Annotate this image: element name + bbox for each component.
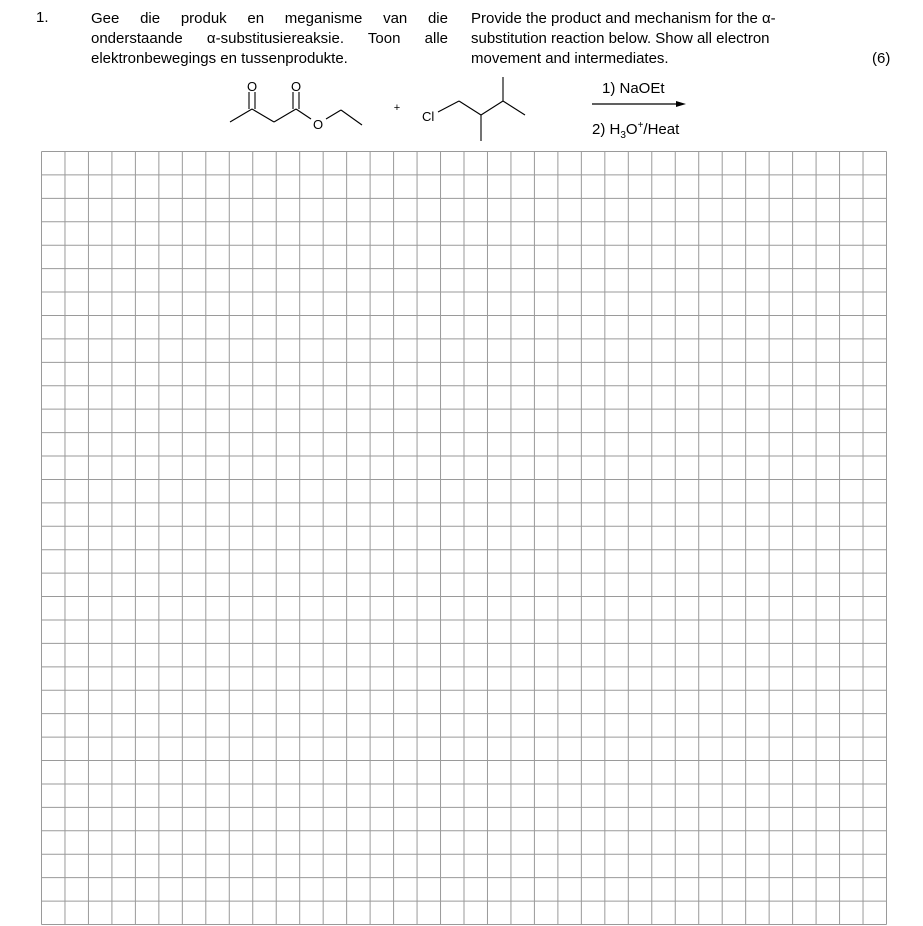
ketone-oxygen-label: O <box>246 79 258 94</box>
ester-carbonyl-oxygen-label: O <box>290 79 302 94</box>
reagent-step-2 <box>592 116 679 146</box>
ethyl-acetoacetate-structure <box>230 92 362 125</box>
reagent-step-2-superscript: + <box>637 120 644 131</box>
plus-sign: + <box>393 102 401 114</box>
reaction-arrow <box>592 101 686 107</box>
afrikaans-line-2: onderstaande α-substitusiereaksie. Toon alle <box>91 30 448 47</box>
answer-grid[interactable] <box>41 151 887 925</box>
reagent-step-2-suffix: /Heat <box>643 121 680 138</box>
reagent-step-2-subscript: 3 <box>620 130 626 141</box>
reaction-scheme <box>0 0 923 150</box>
question-marks: (6) <box>872 50 891 67</box>
alkyl-chloride-structure <box>438 77 525 141</box>
chlorine-label: Cl <box>422 109 435 124</box>
reagent-step-2-prefix: 2) H <box>592 121 621 138</box>
ester-oxygen-label: O <box>312 117 324 132</box>
afrikaans-line-3: elektronbewegings en tussenprodukte. <box>91 50 348 67</box>
reagent-step-2-oxygen: O <box>625 121 638 138</box>
afrikaans-line-1: Gee die produk en meganisme van die <box>91 10 448 27</box>
english-line-1: Provide the product and mechanism for the α- <box>471 10 776 27</box>
english-line-3: movement and intermediates. <box>471 50 669 67</box>
question-number: 1. <box>36 9 49 26</box>
english-line-2: substitution reaction below. Show all electron <box>471 30 770 47</box>
reagent-step-1: 1) NaOEt <box>602 80 665 97</box>
